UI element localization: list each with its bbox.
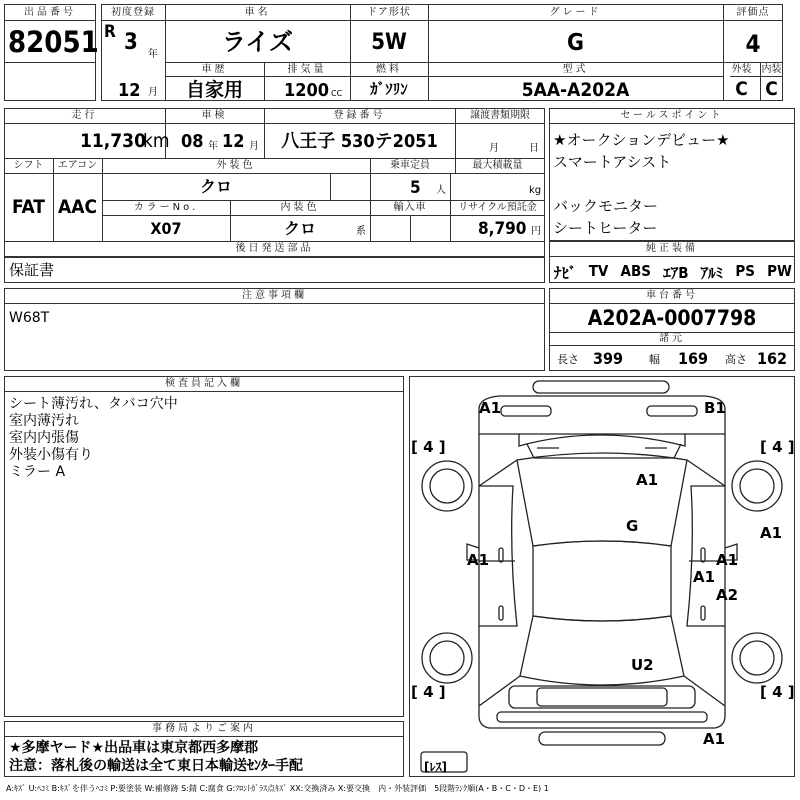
history-label: 車歴 (201, 64, 228, 75)
mark-right-quarter: A2 (716, 586, 739, 604)
car-diagram (409, 376, 795, 777)
office-line-1: ★多摩ヤード★出品車は東京都西多摩郡 (9, 740, 259, 756)
spare-tire: [ﾚｽ] (424, 760, 447, 774)
mileage-label: 走行 (71, 110, 98, 121)
inspector-line-4: 外装小傷有り (9, 447, 93, 463)
capacity-unit: 人 (436, 185, 446, 196)
mark-right-mirror: A1 (693, 568, 716, 586)
later-parts-label: 後日発送部品 (235, 243, 314, 254)
hgt-label: 高さ (725, 353, 747, 366)
fuel: ｶﾞｿﾘﾝ (370, 80, 408, 98)
sales-line-1: ★オークションデビュー★ (553, 131, 730, 149)
grade: G (567, 30, 584, 56)
sales-point-label: セールスポイント (620, 110, 724, 121)
tire-front-left: [ 4 ] (411, 438, 446, 456)
transfer-day: 日 (529, 143, 539, 154)
grade-label: グレード (549, 7, 602, 18)
intcolor-unit: 系 (356, 226, 366, 237)
door-type: 5W (371, 30, 407, 55)
caution-text: W68T (9, 310, 50, 326)
later-parts: 保証書 (9, 261, 55, 279)
door-label: ドア形状 (367, 7, 411, 18)
caution-label: 注意事項欄 (242, 290, 307, 301)
chassis-label: 車台番号 (646, 290, 698, 301)
chassis-number: A202A-0007798 (587, 306, 757, 330)
inspect-year: 08 (181, 131, 204, 152)
inspect-label: 車検 (201, 110, 228, 121)
mark-rear-glass: U2 (631, 656, 654, 674)
equip-alloy: ｱﾙﾐ (700, 264, 724, 282)
ext-grade: C (735, 78, 748, 100)
transfer-label: 譲渡書類期限 (470, 110, 530, 121)
recycle-unit: 円 (531, 226, 541, 237)
tire-rear-left: [ 4 ] (411, 683, 446, 701)
capacity: 5 (410, 178, 421, 198)
equip-navi: ﾅﾋﾞ (554, 264, 577, 282)
recycle-fee: 8,790 (478, 219, 527, 239)
car-name: ライズ (221, 28, 294, 56)
sales-line-5: シートヒーター (553, 219, 658, 237)
era: R (104, 22, 116, 42)
equip-ps: PS (735, 262, 755, 280)
mark-front-right: B1 (704, 399, 726, 417)
inspector-line-1: シート薄汚れ、タバコ穴中 (9, 396, 178, 412)
wid-label: 幅 (649, 353, 660, 366)
displacement-label: 排気量 (287, 64, 327, 75)
lot-label: 出品番号 (24, 7, 76, 18)
int-grade: C (765, 78, 778, 100)
score-label: 評価点 (736, 7, 770, 18)
model-label: 型式 (562, 64, 589, 75)
tire-front-right: [ 4 ] (760, 438, 795, 456)
month-unit: 月 (148, 87, 158, 98)
sales-line-4: バックモニター (553, 197, 659, 215)
spec-label: 諸元 (659, 333, 685, 344)
tire-rear-right: [ 4 ] (760, 683, 795, 701)
sales-line-2: スマートアシスト (553, 153, 672, 171)
load-label: 最大積載量 (472, 160, 523, 171)
model-code: 5AA-A202A (521, 79, 630, 101)
len-label: 長さ (557, 353, 579, 366)
inspector-label: 検査員記入欄 (165, 378, 243, 389)
ext-label: 外装 (731, 64, 752, 75)
reg-month: 12 (118, 80, 141, 101)
history: 自家用 (185, 79, 243, 101)
ext-color: クロ (199, 177, 232, 196)
import-label: 輸入車 (393, 202, 427, 213)
equip-airbag: ｴｱB (663, 264, 689, 282)
int-label: 内装 (761, 64, 782, 75)
mark-left-door: A1 (467, 551, 490, 569)
recycle-label: リサイクル預託金 (458, 202, 537, 213)
color-no: X07 (150, 219, 182, 238)
capacity-label: 乗車定員 (390, 160, 430, 171)
load-unit: kg (529, 185, 542, 196)
width: 169 (678, 349, 709, 368)
mark-right-front: A1 (760, 524, 783, 542)
ac: AAC (57, 196, 97, 218)
colorno-label: カラーNo. (133, 202, 199, 213)
ac-label: エアコン (57, 160, 98, 171)
lot-number: 82051 (8, 25, 99, 59)
mileage: 11,730 (80, 130, 146, 152)
equipment-label: 純正装備 (646, 243, 698, 254)
mark-hood: A1 (636, 471, 659, 489)
length: 399 (593, 349, 624, 368)
displacement-unit: CC (331, 89, 343, 98)
office-label: 事務局よりご案内 (152, 723, 256, 734)
inspector-line-3: 室内内張傷 (9, 430, 79, 446)
mileage-unit: km (143, 130, 170, 152)
inspector-line-2: 室内薄汚れ (9, 413, 79, 429)
displacement: 1200 (284, 80, 330, 101)
office-line-2: 注意：落札後の輸送は全て東日本輸送ｾﾝﾀｰ手配 (9, 758, 303, 774)
int-color: クロ (283, 219, 316, 238)
fuel-label: 燃料 (376, 64, 402, 75)
mark-rear-bumper: A1 (703, 730, 726, 748)
reg-year: 3 (124, 30, 138, 55)
mark-front-left: A1 (479, 399, 502, 417)
year-unit: 年 (148, 49, 158, 60)
inspect-month: 12 (222, 131, 245, 152)
equip-pw: PW (767, 262, 792, 280)
equip-abs: ABS (620, 262, 651, 280)
mark-roof: G (626, 517, 639, 535)
height: 162 (757, 349, 788, 368)
legend: A:ｷｽﾞ U:ﾍｺﾐ B:ｷｽﾞを伴うﾍｺﾐ P:要塗装 W:補修跡 S:錆 C:腐食 G:ﾌﾛﾝﾄｶﾞﾗｽ点ｷｽﾞ XX:交換済み X:要交換 内・外装評価 5段階ﾗﾝｸ順(A・B・C・D・E) 1 (6, 784, 549, 793)
inspect-year-unit: 年 (208, 141, 218, 152)
shift: FAT (12, 196, 45, 218)
equip-tv: TV (588, 262, 609, 280)
intcolor-label: 内装色 (280, 202, 320, 213)
inspect-month-unit: 月 (249, 141, 259, 152)
score: 4 (745, 30, 761, 58)
mark-right-door: A1 (716, 551, 739, 569)
color-label: 外装色 (216, 160, 256, 171)
first-reg-label: 初度登録 (111, 7, 155, 18)
equipment-list (554, 262, 792, 283)
later-parts-box (4, 257, 545, 283)
reg-label: 登録番号 (333, 110, 386, 121)
shift-label: シフト (13, 160, 44, 171)
transfer-month: 月 (489, 143, 499, 154)
inspector-line-5: ミラー A (9, 464, 66, 480)
reg-number: 八王子 530テ2051 (281, 131, 438, 152)
name-label: 車名 (244, 7, 271, 18)
